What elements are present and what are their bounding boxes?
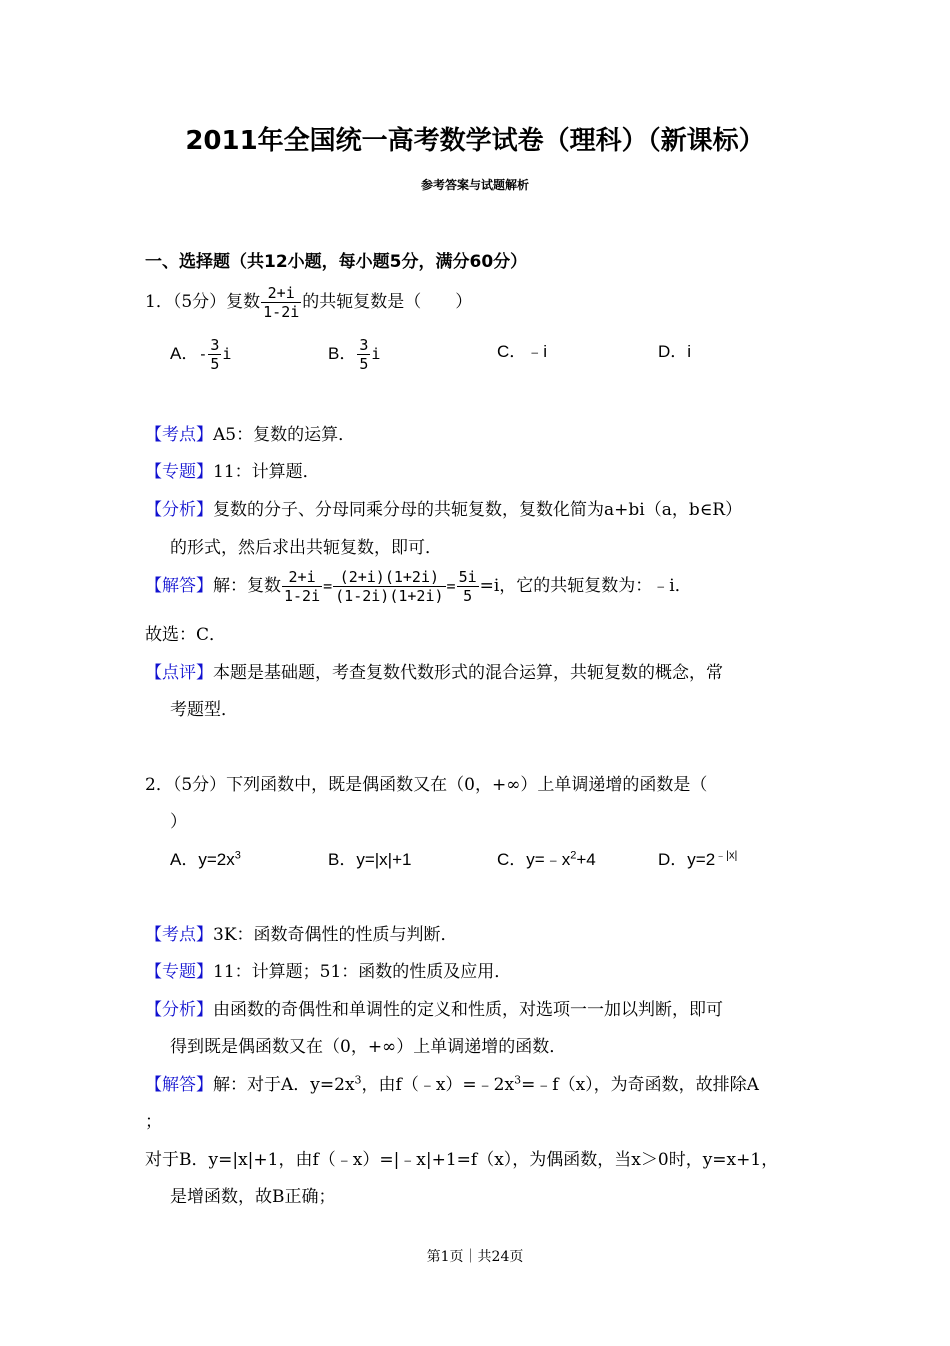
q1-opta-num: 3: [210, 336, 220, 354]
q2-kaodian-text: 3K：函数奇偶性的性质与判断．: [213, 925, 458, 945]
q2-jieda-a3: =﹣f（x），为奇函数，故排除A: [521, 1075, 759, 1095]
q2-fenxi-tag: 【分析】: [145, 1000, 213, 1020]
q2-jieda-a1: 解：对于A．y=2x: [213, 1075, 355, 1095]
q1-guxuan: 故选：C．: [145, 625, 227, 645]
q1-kaodian-text: A5：复数的运算．: [213, 425, 356, 445]
q2-zhuanti: [145, 960, 511, 984]
q1-jf-eq1: =: [323, 577, 333, 595]
q2-stem-line1: 2．（5分）下列函数中，既是偶函数又在（0，+∞）上单调递增的函数是（: [145, 775, 708, 795]
q2-jieda-b1: 对于B．y=|x|+1，由f（﹣x）=|﹣x|+1=f（x），为偶函数，当x＞0时，y=x+1，: [145, 1150, 779, 1170]
q1-fenxi-text2: 的形式，然后求出共轭复数，即可．: [170, 538, 442, 558]
q1-jf2-den: (1-2i)(1+2i): [335, 587, 444, 605]
q1-fenxi-text1: 复数的分子、分母同乘分母的共轭复数，复数化简为a+bi（a，b∈R）: [213, 500, 743, 520]
q1-jieda-suffix: =i，它的共轭复数为：﹣i．: [479, 576, 692, 596]
q1-jf2-num: (2+i)(1+2i): [333, 568, 445, 587]
q2-optd-base: D．y=2: [658, 850, 716, 869]
q2-optc-sup: 2: [570, 849, 577, 862]
q1-opta-prefix: -: [198, 344, 208, 363]
q2-opta-sup: 3: [234, 849, 241, 862]
q1-option-a: [170, 336, 231, 373]
q1-optb-den: 5: [359, 355, 369, 373]
q1-opta-fraction: [208, 336, 221, 373]
q1-dianping-text1: 本题是基础题，考查复数代数形式的混合运算，共轭复数的概念，常: [213, 663, 723, 683]
q1-dianping: [145, 661, 723, 685]
q1-jieda-frac2: [333, 568, 445, 605]
q1-option-b: [328, 336, 380, 373]
q1-frac-num: 2+i: [261, 284, 301, 303]
q1-option-d: D．i: [658, 342, 692, 361]
q2-fenxi-text1: 由函数的奇偶性和单调性的定义和性质，对选项一一加以判断，即可: [213, 1000, 723, 1020]
q2-jieda-a2: ，由f（﹣x）=﹣2x: [361, 1075, 515, 1095]
q1-optb-suffix: i: [371, 344, 381, 363]
q2-jieda-a-sup2: 3: [514, 1073, 522, 1087]
q1-opta-suffix: i: [222, 344, 232, 363]
q2-option-a: [170, 848, 241, 872]
q1-jieda-prefix: 解：复数: [213, 576, 281, 596]
q1-optb-fraction: [357, 336, 370, 373]
q1-jieda-frac1: [282, 568, 322, 605]
q1-option-c: C．﹣i: [497, 342, 548, 361]
q2-optc-tail: +4: [576, 850, 596, 869]
q2-jieda-semicolon: ；: [145, 1112, 162, 1132]
q1-jieda: [145, 568, 692, 605]
q1-jf3-num: 5i: [458, 568, 477, 586]
q2-kaodian: [145, 923, 458, 947]
q1-fraction: [261, 284, 301, 321]
q2-option-b: B．y=|x|+1: [328, 850, 412, 869]
q1-stem-suffix: 的共轭复数是（ ）: [302, 292, 473, 312]
q1-frac-den: 1-2i: [263, 303, 300, 321]
q2-zhuanti-tag: 【专题】: [145, 962, 213, 982]
q1-fenxi: [145, 498, 742, 522]
q1-stem: [145, 284, 472, 321]
page-footer: 第1页｜共24页: [426, 1249, 524, 1265]
q1-zhuanti: [145, 460, 320, 484]
q2-optc-base: C．y=﹣x: [497, 850, 571, 869]
q1-kaodian: [145, 423, 355, 447]
page-subtitle: 参考答案与试题解析: [420, 178, 529, 192]
q2-fenxi-text2: 得到既是偶函数又在（0，+∞）上单调递增的函数．: [170, 1037, 567, 1057]
q1-optb-num: 3: [359, 336, 369, 354]
q2-zhuanti-text: 11：计算题；51：函数的性质及应用．: [213, 962, 512, 982]
q1-jf-eq2: =: [446, 577, 456, 595]
q1-kaodian-tag: 【考点】: [145, 425, 213, 445]
q2-kaodian-tag: 【考点】: [145, 925, 213, 945]
q1-jf1-num: 2+i: [282, 568, 322, 587]
q1-dianping-text2: 考题型．: [170, 700, 238, 720]
q2-optd-sup: ﹣|x|: [715, 849, 738, 862]
q1-opta-label: A．: [170, 343, 199, 363]
q2-jieda-tag: 【解答】: [145, 1075, 213, 1095]
q2-stem-line2: ）: [170, 812, 187, 832]
q2-jieda-b2: 是增函数，故B正确；: [170, 1187, 336, 1207]
q1-jieda-frac3: [457, 568, 479, 605]
page-title: 2011年全国统一高考数学试卷（理科）（新课标）: [185, 126, 765, 156]
q2-opta-base: A．y=2x: [170, 850, 235, 869]
q2-option-c: [497, 848, 596, 872]
section-heading: 一、选择题（共12小题，每小题5分，满分60分）: [145, 252, 528, 272]
q1-jf1-den: 1-2i: [284, 587, 321, 605]
q1-zhuanti-text: 11：计算题．: [213, 462, 320, 482]
q2-option-d: [658, 848, 737, 872]
q2-jieda-a-sup1: 3: [354, 1073, 362, 1087]
q1-fenxi-tag: 【分析】: [145, 500, 213, 520]
q1-opta-den: 5: [210, 355, 220, 373]
q2-jieda: [145, 1073, 759, 1097]
q2-fenxi: [145, 998, 723, 1022]
q1-jieda-tag: 【解答】: [145, 576, 213, 596]
q1-zhuanti-tag: 【专题】: [145, 462, 213, 482]
q1-stem-prefix: 1．（5分）复数: [145, 292, 261, 312]
q1-dianping-tag: 【点评】: [145, 663, 213, 683]
q1-optb-label: B．: [328, 343, 357, 363]
q1-jf3-den: 5: [463, 587, 473, 605]
